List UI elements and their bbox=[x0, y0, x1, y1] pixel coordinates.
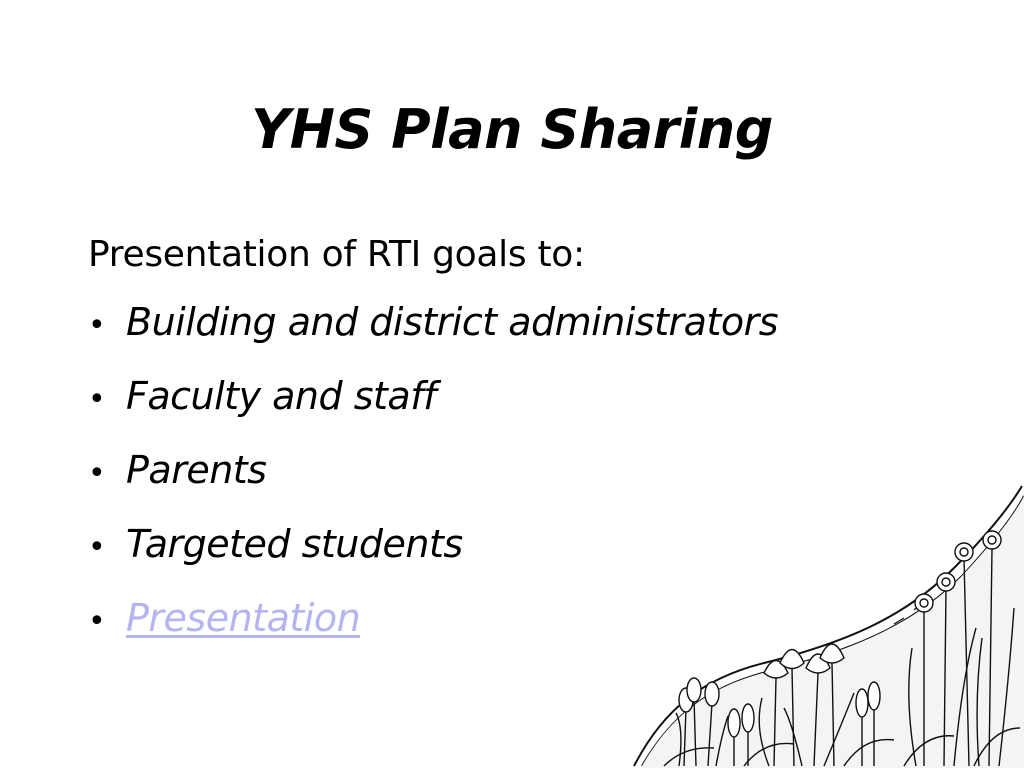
list-item bbox=[88, 300, 778, 374]
bullet-icon: • bbox=[88, 308, 106, 343]
bullet-icon: • bbox=[88, 530, 106, 565]
bullet-text-faculty: Faculty and staff bbox=[126, 374, 436, 418]
slide-title: YHS Plan Sharing bbox=[251, 98, 773, 161]
bullet-icon: • bbox=[88, 456, 106, 491]
bullet-icon: • bbox=[88, 382, 106, 417]
bullet-icon: • bbox=[88, 604, 106, 639]
bullet-text-administrators: Building and district administrators bbox=[126, 300, 779, 344]
flower-garden-icon bbox=[624, 478, 1024, 768]
bullet-text-students: Targeted students bbox=[126, 522, 463, 566]
intro-text: Presentation of RTI goals to: bbox=[88, 234, 585, 275]
bullet-text-parents: Parents bbox=[126, 448, 267, 492]
list-item bbox=[88, 374, 778, 448]
presentation-link[interactable]: Presentation bbox=[126, 596, 361, 640]
